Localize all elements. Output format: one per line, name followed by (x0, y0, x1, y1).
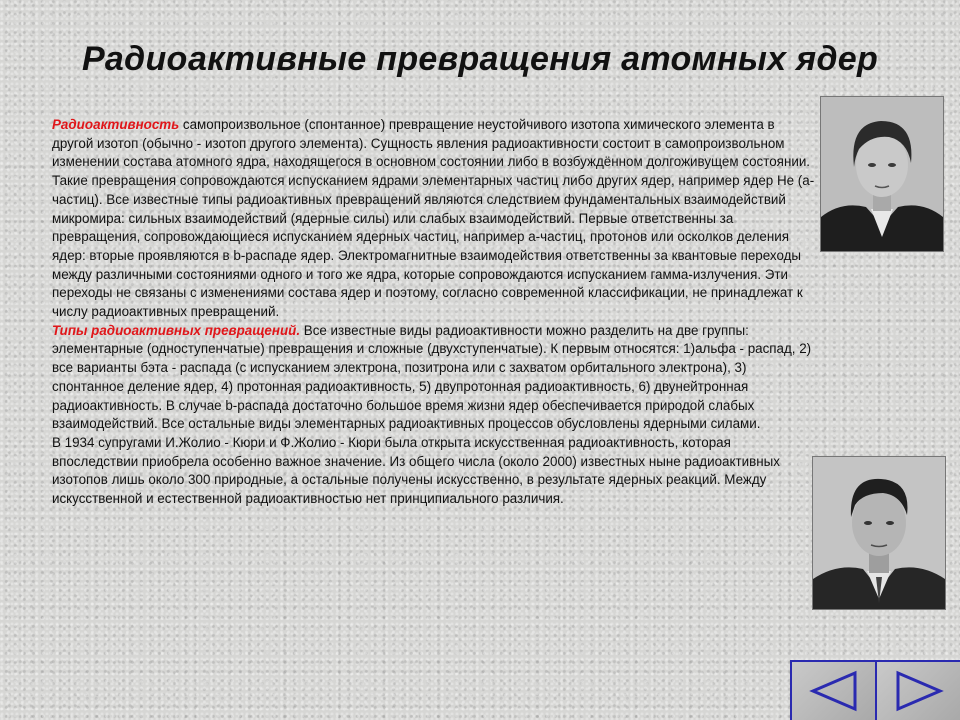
body-text (52, 116, 818, 509)
next-slide-button[interactable] (877, 662, 960, 720)
text-discovery: В 1934 супругами И.Жолио - Кюри и Ф.Жолио - Кюри была открыта искусственная радиоактивность, которая впоследствии приобрела особенно важное значение. Из общего числа (около 2000) известных ныне радиоактивных изотопов лишь около 300 природные, а остальные получены искусственно, в результате ядерных реакций. Между искусственной и естественной радиоактивностью нет принципиального различия. (52, 434, 780, 507)
slide-navigation (790, 660, 960, 720)
portrait-woman-photo (820, 96, 944, 252)
text-definition: самопроизвольное (спонтанное) превращение неустойчивого изотопа химического элемента в другой изотоп (обычно - изотоп другого элемента). Сущность явления радиоактивности состоит в самопроизвольном изменении состава атомного ядра, находящегося в основном состоянии либо в возбуждённом долгоживущем состоянии. Такие превращения сопровождаются испусканием ядрами элементарных частиц либо других ядер, например ядер Не (а-частиц). Все известные типы радиоактивных превращений являются следствием фундаментальных взаимодействий микромира: сильных взаимодействий (ядерные силы) или слабых взаимодействий. Первые ответственны за превращения, сопровождающиеся испусканием ядерных частиц, например а-частиц, протонов или осколков деления ядер: вторые проявляются в b-распаде ядер. Электромагнитные взаимодействия ответственны за квантовые переходы между различными состояниями одного и того же ядра, которые сопровождаются испусканием гамма-излучения. Эти переходы не связаны с изменениями состава ядер и поэтому, согласно современной классификации, не принадлежат к числу радиоактивных превращений. (52, 117, 815, 320)
triangle-right-icon (892, 669, 946, 713)
triangle-left-icon (807, 669, 861, 713)
portrait-man-photo (812, 456, 946, 610)
text-types: Все известные виды радиоактивности можно разделить на две группы: элементарные (одноступенчатые) превращения и сложные (двухступенчатые). К первым относятся: 1)альфа - распад, 2) все варианты бэта - распада (с испусканием электрона, позитрона или с захватом орбитального электрона), 3) спонтанное деление ядер, 4) протонная радиоактивность, 5) двупротонная радиоактивность, 6) двунейтронная радиоактивность. В случае b-распада достаточно большое время жизни ядер обеспечивается природой слабых взаимодействий. Все остальные виды элементарных радиоактивных процессов обусловлены ядерными силами. (52, 322, 812, 432)
highlight-radioactivity: Радиоактивность (52, 117, 180, 132)
page-title: Радиоактивные превращения атомных ядер (81, 40, 879, 78)
previous-slide-button[interactable] (792, 662, 875, 720)
highlight-types: Типы радиоактивных превращений. (52, 322, 301, 338)
